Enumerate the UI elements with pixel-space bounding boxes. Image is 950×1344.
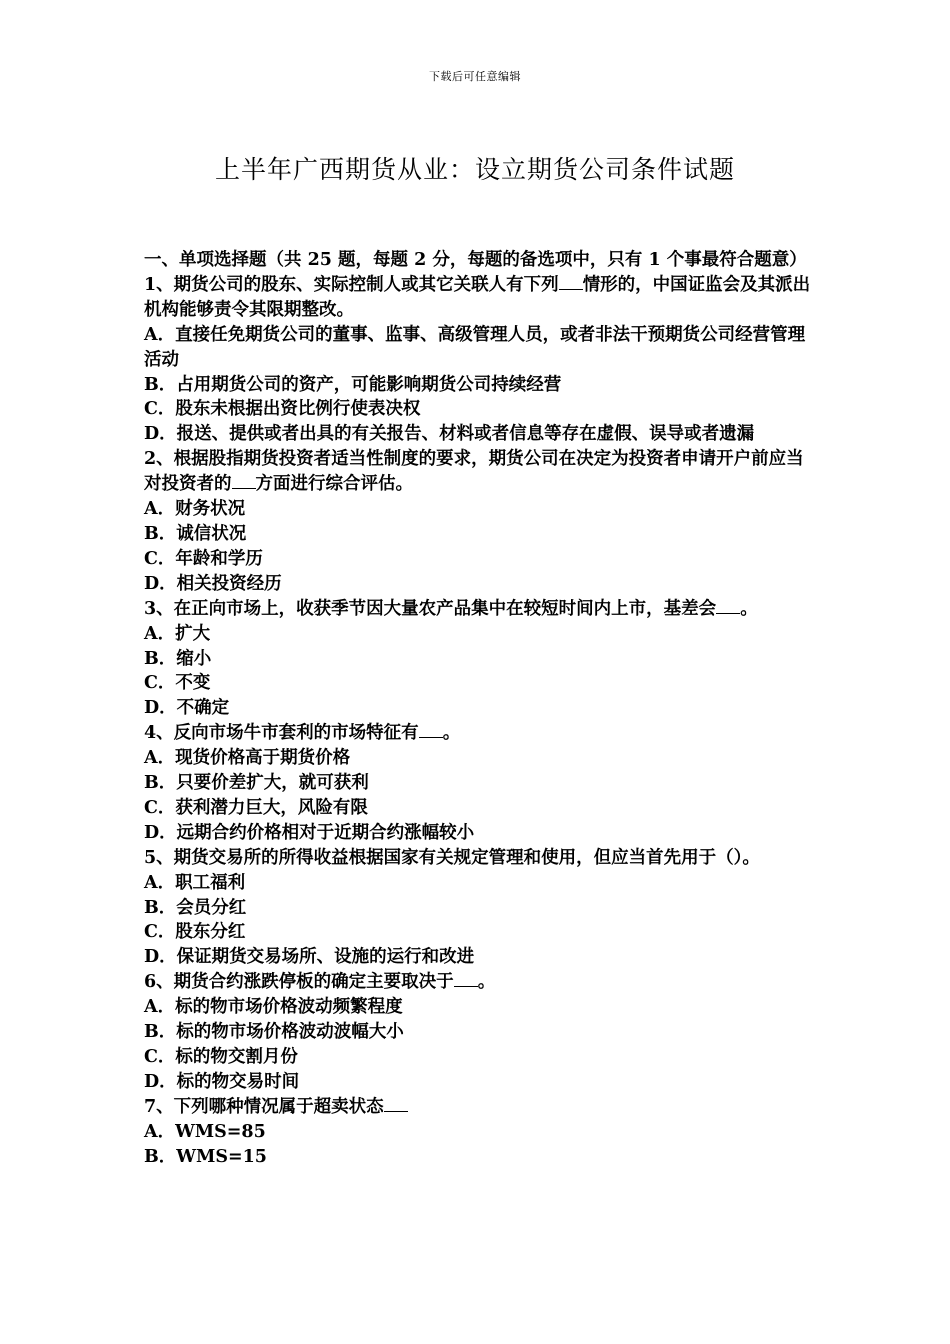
question-4-option-c: C．获利潜力巨大，风险有限 <box>144 797 368 818</box>
question-2-option-d: D．相关投资经历 <box>144 573 282 594</box>
question-4-option-d: D．远期合约价格相对于近期合约涨幅较小 <box>144 822 475 843</box>
document-title: 上半年广西期货从业：设立期货公司条件试题 <box>214 155 735 184</box>
question-1-option-b: B．占用期货公司的资产，可能影响期货公司持续经营 <box>144 374 562 395</box>
question-2-option-b: B．诚信状况 <box>144 523 247 544</box>
question-4-stem: 4、反向市场牛市套利的市场特征有 。 <box>144 723 461 744</box>
question-2-option-a: A．财务状况 <box>144 499 246 520</box>
question-6-option-c: C．标的物交割月份 <box>144 1047 298 1067</box>
question-5-option-d: D．保证期货交易场所、设施的运行和改进 <box>144 947 475 968</box>
question-list <box>144 248 816 1170</box>
question-1-option-d: D．报送、提供或者出具的有关报告、材料或者信息等存在虚假、误导或者遗漏 <box>144 424 755 445</box>
header-note: 下载后可任意编辑 <box>429 70 521 83</box>
question-2-option-c: C．年龄和学历 <box>144 548 263 569</box>
section-heading: 一、单项选择题（共 25 题，每题 2 分，每题的备选项中，只有 1 个事最符合题意） <box>144 250 807 270</box>
question-4-option-a: A．现货价格高于期货价格 <box>144 748 351 769</box>
question-1-stem: 1、期货公司的股东、实际控制人或其它关联人有下列 情形的，中国证监会及其派出机构能够责令其限期整改。 <box>144 274 811 320</box>
question-1-option-c: C．股东未根据出资比例行使表决权 <box>144 399 421 420</box>
question-7-option-b: B．WMS=15 <box>144 1146 267 1167</box>
question-3-option-c: C．不变 <box>144 673 211 694</box>
question-4-option-b: B．只要价差扩大，就可获利 <box>144 773 369 794</box>
answer-blank <box>384 1097 408 1112</box>
question-5-option-b: B．会员分红 <box>144 897 247 918</box>
answer-blank <box>559 275 583 290</box>
question-3-option-b: B．缩小 <box>144 648 212 669</box>
question-5-option-c: C．股东分红 <box>144 922 246 943</box>
answer-blank <box>232 474 256 489</box>
question-3-option-d: D．不确定 <box>144 698 230 719</box>
question-5-option-a: A．职工福利 <box>144 872 246 893</box>
question-5-stem: 5、期货交易所的所得收益根据国家有关规定管理和使用，但应当首先用于（）。 <box>144 847 760 868</box>
question-6-stem: 6、期货合约涨跌停板的确定主要取决于 。 <box>144 972 496 993</box>
question-1-option-a: A．直接任免期货公司的董事、监事、高级管理人员，或者非法干预期货公司经营管理活动 <box>144 324 806 370</box>
question-7-option-a: A．WMS=85 <box>144 1121 266 1142</box>
question-3-option-a: A．扩大 <box>144 623 211 644</box>
question-2-stem: 2、根据股指期货投资者适当性制度的要求，期货公司在决定为投资者申请开户前应当对投资者的 方面进行综合评估。 <box>144 449 804 495</box>
question-3-stem: 3、在正向市场上，收获季节因大量农产品集中在较短时间内上市，基差会 。 <box>144 598 758 619</box>
question-6-option-b: B．标的物市场价格波动波幅大小 <box>144 1022 404 1043</box>
question-7-stem: 7、下列哪种情况属于超卖状态 <box>144 1095 816 1120</box>
question-6-option-a: A．标的物市场价格波动频繁程度 <box>144 997 403 1018</box>
answer-blank <box>716 599 740 614</box>
question-6-option-d: D．标的物交易时间 <box>144 1071 300 1092</box>
answer-blank <box>419 723 443 738</box>
answer-blank <box>454 972 478 987</box>
